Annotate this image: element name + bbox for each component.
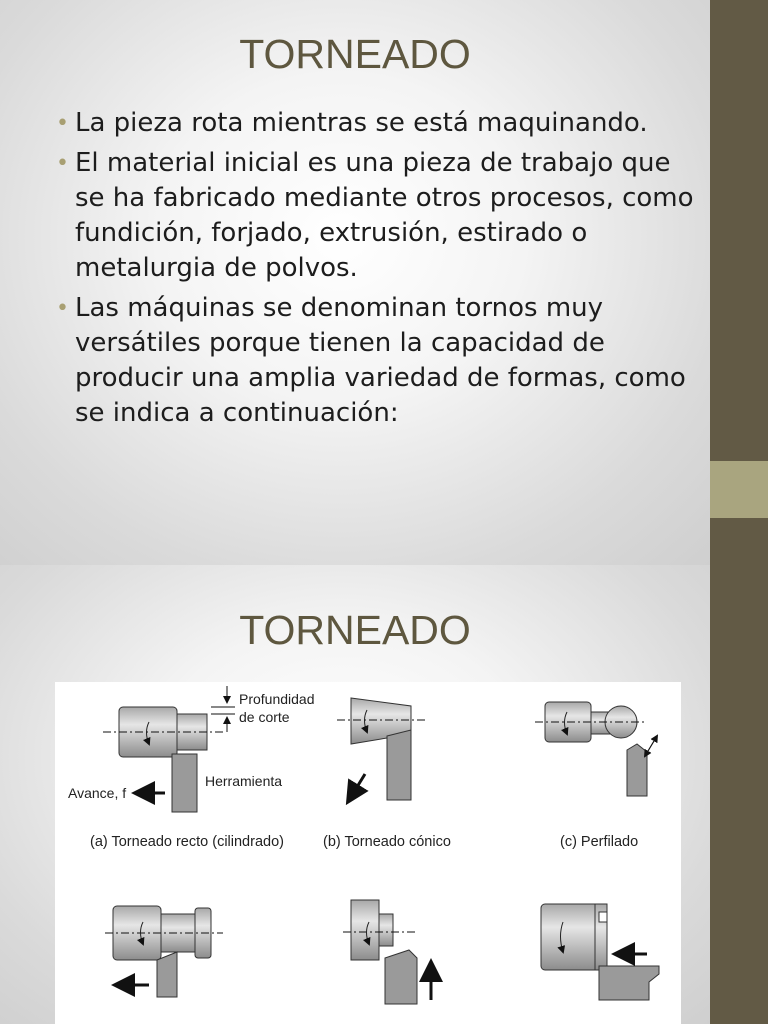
workpiece — [541, 904, 603, 970]
op-taper-turning — [323, 698, 451, 850]
depth-of-cut-label-2: de corte — [239, 709, 290, 725]
bullet-dot-icon: • — [56, 111, 69, 136]
workpiece — [351, 900, 379, 960]
turning-operations-figure — [55, 682, 681, 1024]
op-straight-turning — [68, 686, 315, 850]
turning-diagram — [55, 682, 681, 1024]
cutting-tool — [385, 950, 417, 1004]
cutting-tool — [172, 754, 197, 812]
tool-label: Herramienta — [205, 773, 283, 789]
bullet-dot-icon: • — [56, 296, 69, 321]
bullet-text: La pieza rota mientras se está maquinando. — [75, 108, 648, 138]
op-chamfer-turning — [343, 900, 431, 1004]
feed-label: Avance, f — [68, 785, 127, 801]
slide-2 — [0, 565, 768, 1024]
bullet-item — [56, 291, 696, 431]
bullet-item — [56, 146, 696, 286]
bullet-text: El material inicial es una pieza de trabajo que se ha fabricado mediante otros procesos, como fundición, forjado, extrusión, estirado o metalurgia de polvos. — [75, 148, 694, 283]
cutting-tool — [387, 730, 411, 800]
sidebar-accent — [710, 461, 768, 518]
cutting-tool — [599, 966, 659, 1000]
bullet-dot-icon: • — [56, 151, 69, 176]
slide-title: TORNEADO — [239, 607, 471, 653]
caption-c: (c) Perfilado — [560, 834, 639, 850]
op-facing-turning — [105, 906, 223, 997]
bullet-text: Las máquinas se denominan tornos muy versátiles porque tienen la capacidad de producir una amplia variedad de formas, como se indica a continuación: — [75, 293, 686, 428]
cutting-tool — [627, 744, 647, 796]
caption-b: (b) Torneado cónico — [323, 834, 451, 850]
op-contour-turning — [535, 702, 657, 850]
bullet-list — [56, 106, 696, 436]
caption-a: (a) Torneado recto (cilindrado) — [90, 834, 284, 850]
op-cutoff-turning — [541, 904, 659, 1000]
slide-title: TORNEADO — [239, 31, 471, 77]
cutting-tool — [157, 952, 177, 997]
depth-of-cut-label-1: Profundidad — [239, 691, 315, 707]
slide-sidebar — [710, 565, 768, 1024]
bullet-item — [56, 106, 696, 141]
